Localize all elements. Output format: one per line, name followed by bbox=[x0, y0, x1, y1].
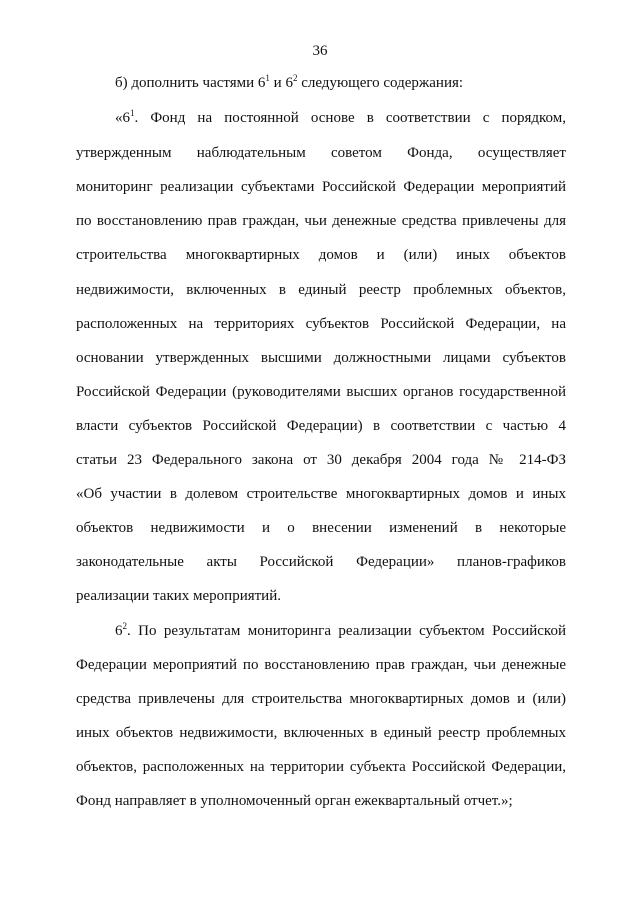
part2-line: средства привлечены для строительства многоквартирных домов и (или) bbox=[76, 691, 566, 707]
intro-text-before: б) дополнить частями 6 bbox=[115, 75, 266, 91]
intro-line bbox=[115, 74, 463, 92]
part2-line: иных объектов недвижимости, включенных в единый реестр проблемных bbox=[76, 725, 566, 741]
part1-line: законодательные акты Российской Федерации» планов-графиков bbox=[76, 554, 566, 570]
part2-line: Федерации мероприятий по восстановлению прав граждан, чьи денежные bbox=[76, 657, 566, 673]
part1-line: мониторинг реализации субъектами Российской Федерации мероприятий bbox=[76, 179, 566, 195]
intro-text-after: следующего содержания: bbox=[297, 75, 464, 91]
part1-open: «6 bbox=[115, 110, 130, 126]
intro-sup-1: 1 bbox=[265, 73, 270, 83]
part1-line: статьи 23 Федерального закона от 30 декабря 2004 года № 214-ФЗ bbox=[76, 452, 566, 468]
part1-first-line bbox=[115, 109, 566, 127]
part1-line: по восстановлению прав граждан, чьи денежные средства привлечены для bbox=[76, 213, 566, 229]
part1-line: «Об участии в долевом строительстве многоквартирных домов и иных bbox=[76, 486, 566, 502]
part1-first-line-text: . Фонд на постоянной основе в соответствии с порядком, bbox=[134, 110, 566, 126]
part2-open: 6 bbox=[115, 623, 123, 639]
part1-line: Российской Федерации (руководителями высших органов государственной bbox=[76, 384, 566, 400]
part2-last-line: Фонд направляет в уполномоченный орган ежеквартальный отчет.»; bbox=[76, 793, 513, 809]
intro-sup-2: 2 bbox=[292, 73, 298, 83]
part2-sup: 2 bbox=[122, 621, 127, 631]
page-number: 36 bbox=[312, 43, 328, 59]
part1-line: расположенных на территориях субъектов Российской Федерации, на bbox=[76, 316, 566, 332]
part1-line: строительства многоквартирных домов и (или) иных объектов bbox=[76, 247, 566, 263]
part1-line: объектов недвижимости и о внесении изменений в некоторые bbox=[76, 520, 566, 536]
part2-first-line bbox=[115, 622, 566, 640]
part1-last-line: реализации таких мероприятий. bbox=[76, 588, 281, 604]
part1-line: утвержденным наблюдательным советом Фонда, осуществляет bbox=[76, 145, 566, 161]
part1-sup: 1 bbox=[130, 108, 135, 118]
part2-first-line-text: . По результатам мониторинга реализации субъектом Российской bbox=[127, 623, 566, 639]
intro-text-middle: и 6 bbox=[269, 75, 293, 91]
part1-line: власти субъектов Российской Федерации) в соответствии с частью 4 bbox=[76, 418, 566, 434]
part1-line: недвижимости, включенных в единый реестр проблемных объектов, bbox=[76, 282, 566, 298]
part2-line: объектов, расположенных на территории субъекта Российской Федерации, bbox=[76, 759, 566, 775]
part1-line: основании утвержденных высшими должностными лицами субъектов bbox=[76, 350, 566, 366]
